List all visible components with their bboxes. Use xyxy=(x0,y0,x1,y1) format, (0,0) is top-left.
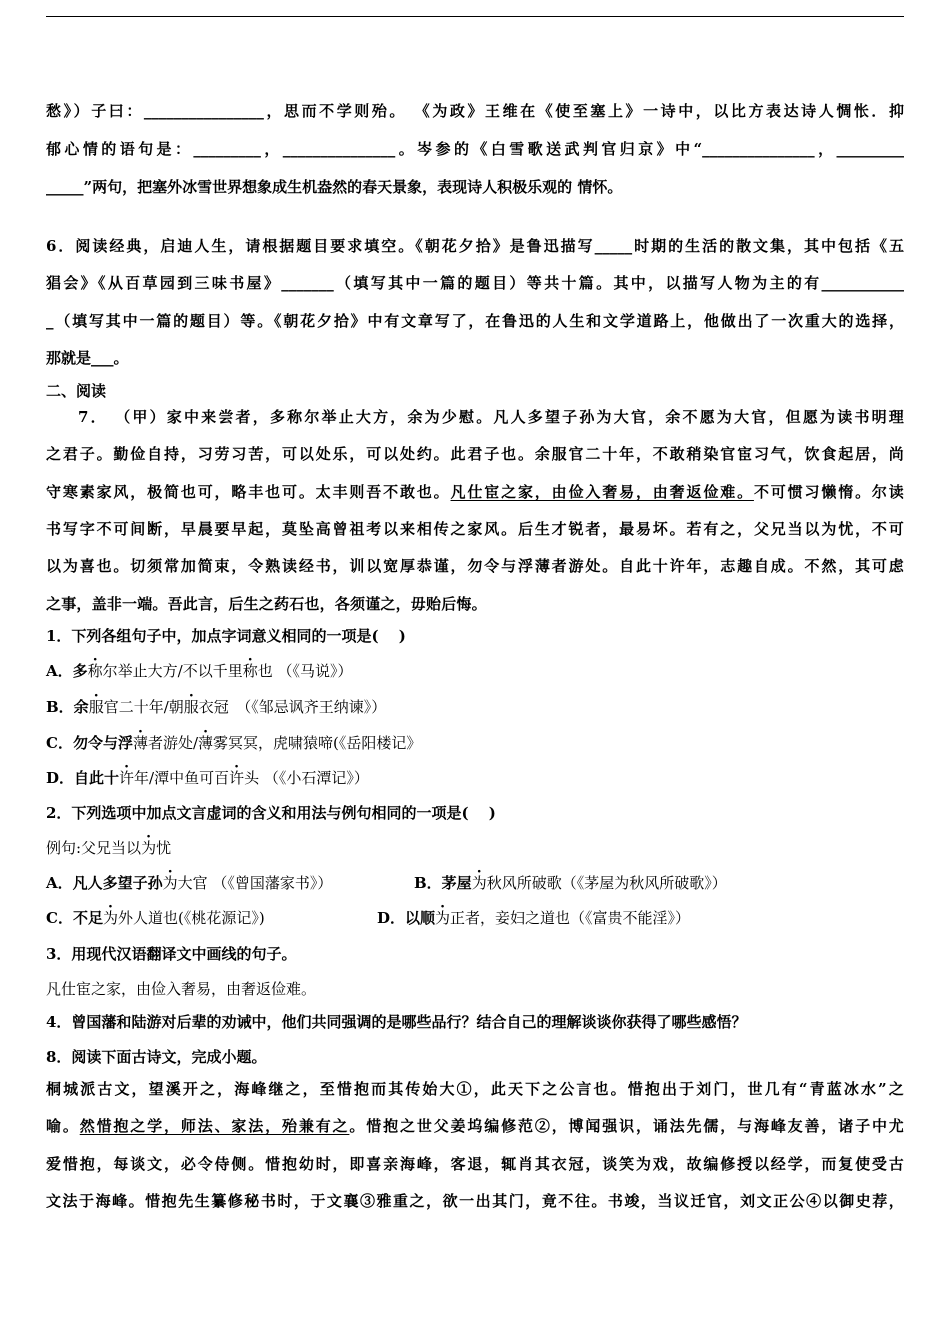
q7-passage-line-4: 书写字不可间断，早晨要早起，莫坠高曾祖考以来相传之家风。后生才锐者，最易坏。若有之，父兄当以为忧，不可 xyxy=(46,520,904,538)
option-1b-mid: 官二十年/朝 xyxy=(103,698,184,716)
q8-passage-line-2 xyxy=(46,1116,904,1136)
q6-line-4: 那就是___。 xyxy=(46,349,129,367)
q6-line-1: 6．阅读经典，启迪人生，请根据题目要求填空。《朝花夕拾》是鲁迅描写_____时期的生活的散文集，其中包括《五 xyxy=(46,237,904,255)
option-1d-dot-char: 许 xyxy=(119,769,135,787)
q8-passage-line-4: 文法于海峰。惜抱先生纂修秘书时，于文襄③雅重之，欲一出其门，竟不往。书竣，当议迁官，刘文正公④以御史荐， xyxy=(46,1192,904,1210)
option-1b-post: 衣冠 （《邹忌讽齐王纳谏》） xyxy=(198,698,387,716)
question-3: 3．用现代汉语翻译文中画线的句子。 xyxy=(46,945,297,963)
option-1b-dot-char-2: 服 xyxy=(183,698,199,716)
option-2c-dot-char: 为 xyxy=(102,909,118,927)
option-2c-post: 外人道也(《桃花源记》) xyxy=(117,909,265,927)
q7-passage-line-6: 之事，盖非一端。吾此言，后生之药石也，各须谨之，毋贻后悔。 xyxy=(46,595,487,613)
option-2b-dot-char: 为 xyxy=(471,874,487,892)
section-heading: 二、阅读 xyxy=(46,382,107,400)
option-1d-mid: 年/潭中鱼可百 xyxy=(134,769,230,787)
option-2a-post: 大官 （《曾国藩家书》） xyxy=(177,874,333,892)
q8-underlined-sentence: 然惜抱之学，师法、家法，殆兼有之 xyxy=(79,1117,350,1135)
option-1c-mid: 者游处/ xyxy=(147,734,199,752)
q5-line-3: _____”两句，把塞外冰雪世界想象成生机盎然的春天景象，表现诗人积极乐观的 情怀。 xyxy=(46,178,623,196)
option-1a-dot-char: 称 xyxy=(87,662,103,680)
option-2c-pre: C．不足 xyxy=(46,909,103,927)
option-1c-dot-char-2: 薄 xyxy=(198,734,214,752)
option-2b-post: 秋风所破歌（《茅屋为秋风所破歌》） xyxy=(486,874,727,892)
q7-passage-line-1: 7． （甲）家中来尝者，多称尔举止大方，余为少慰。凡人多望子孙为大官，余不愿为大官，但愿为读书明理 xyxy=(78,408,904,426)
question-8-title: 8．阅读下面古诗文，完成小题。 xyxy=(46,1048,267,1066)
option-1c-post: 雾冥冥，虎啸猿啼(《岳阳楼记》 xyxy=(213,734,422,752)
question-2: 2．下列选项中加点文言虚词的含义和用法与例句相同的一项是( ) xyxy=(46,804,496,822)
top-rule xyxy=(46,16,904,17)
option-1b-pre: B．余 xyxy=(46,698,89,716)
option-2a-dot-char: 为 xyxy=(162,874,178,892)
option-1d-pre: D．自此十 xyxy=(46,769,120,787)
option-1d-post: 头 （《小石潭记》） xyxy=(244,769,369,787)
option-1c-pre: C．勿令与浮 xyxy=(46,734,133,752)
option-1a-mid: 尔举止大方/不以千里 xyxy=(102,662,243,680)
option-2c xyxy=(46,908,366,928)
q8-passage-line-1: 桐城派古文，望溪开之，海峰继之，至惜抱而其传始大①，此天下之公言也。惜抱出于刘门，世几有“青蓝冰水”之 xyxy=(46,1080,904,1098)
option-1a xyxy=(46,661,904,681)
q5-line-1: 愁》）子曰：________________，思而不学则殆。 《为政》王维在《使至塞上》一诗中，以比方表达诗人惆怅．抑 xyxy=(46,102,904,120)
option-1a-dot-char-2: 称 xyxy=(242,662,258,680)
q8-line-2a: 喻。 xyxy=(46,1117,80,1135)
q8-passage-line-3: 爱惜抱，每谈文，必令侍侧。惜抱幼时，即喜亲海峰，客退，辄肖其衣冠，谈笑为戏，故编修授以经学，而复使受古 xyxy=(46,1155,904,1173)
question-3-sentence: 凡仕宦之家，由俭入奢易，由奢返俭难。 xyxy=(46,980,317,998)
option-1b xyxy=(46,697,904,717)
option-1c xyxy=(46,733,904,753)
example-sentence xyxy=(46,838,904,858)
underlined-sentence: 凡仕宦之家，由俭入奢易，由奢返俭难。 xyxy=(450,483,754,501)
q8-line-2b: 。惜抱之世父姜坞编修范②，博闻强识，诵法先儒，与海峰友善，诸子中尤 xyxy=(349,1117,905,1135)
example-dot-char: 为 xyxy=(141,839,157,857)
question-4: 4．曾国藩和陆游对后辈的劝诫中，他们共同强调的是哪些品行？结合自己的理解谈谈你获得了哪些感悟？ xyxy=(46,1013,747,1031)
option-1a-pre: A．多 xyxy=(46,662,88,680)
option-2d-pre: D．以顺 xyxy=(377,909,436,927)
q6-line-3: _（填写其中一篇的题目）等。《朝花夕拾》中有文章写了，在鲁迅的人生和文学道路上，他做出了一次重大的选择， xyxy=(46,312,904,330)
example-pre: 例句:父兄当以 xyxy=(46,839,142,857)
q5-line-2: 郁心情的语句是：_________，_______________。岑参的《白雪歌送武判官归京》中“_______________，_________ xyxy=(46,140,904,158)
option-2b xyxy=(414,873,854,893)
option-1b-dot-char: 服 xyxy=(88,698,104,716)
option-2a xyxy=(46,873,406,893)
option-1c-dot-char: 薄 xyxy=(132,734,148,752)
q7-passage-line-5: 以为喜也。切须常加简束，令熟读经书，训以宽厚恭谨，勿令与浮薄者游处。自此十许年，志趣自成。不然，其可虑 xyxy=(46,557,904,575)
option-2d-post: 正者，妾妇之道也（《富贵不能淫》） xyxy=(450,909,691,927)
example-post: 忧 xyxy=(156,839,172,857)
q6-line-2: 猖会》《从百草园到三味书屋》_______（填写其中一篇的题目）等共十篇。其中，以描写人物为主的有___________ xyxy=(46,274,904,292)
option-1d-dot-char-2: 许 xyxy=(229,769,245,787)
option-1a-post: 也 （《马说》） xyxy=(257,662,353,680)
option-2d-dot-char: 为 xyxy=(435,909,451,927)
q7-passage-line-3b: 不可惯习懒惰。尔读 xyxy=(753,483,904,501)
option-1d xyxy=(46,768,904,788)
q7-passage-line-3a: 守寒素家风，极简也可，略丰也可。太丰则吾不敢也。 xyxy=(46,483,451,501)
question-1: 1．下列各组句子中，加点字词意义相同的一项是( ) xyxy=(46,627,406,645)
option-2b-pre: B．茅屋 xyxy=(414,874,472,892)
option-2d xyxy=(377,908,797,928)
q7-passage-line-3 xyxy=(46,482,904,502)
option-2a-pre: A．凡人多望子孙 xyxy=(46,874,163,892)
q7-passage-line-2: 之君子。勤俭自持，习劳习苦，可以处乐，可以处约。此君子也。余服官二十年，不敢稍染官宦习气，饮食起居，尚 xyxy=(46,445,904,463)
